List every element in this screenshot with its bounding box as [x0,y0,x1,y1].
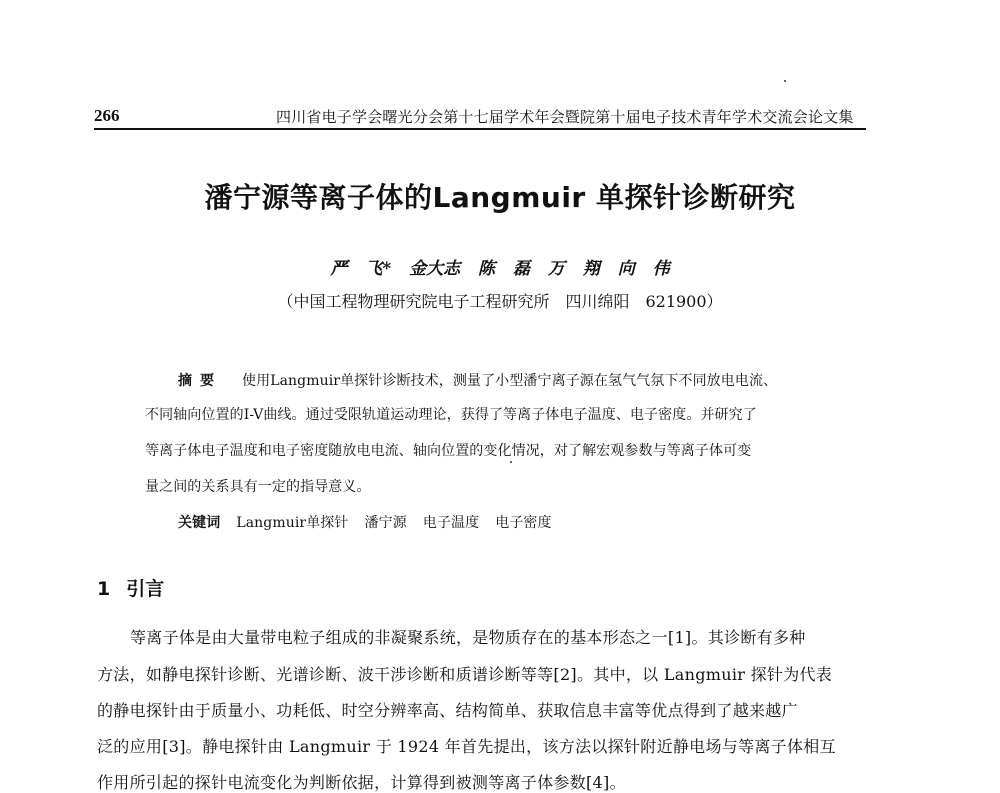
body-line: 泛的应用[3]。静电探针由 Langmuir 于 1924 年首先提出，该方法以探针附近静电场与等离子体相互 [97,737,836,756]
keyword: Langmuir单探针 [236,515,349,531]
paper-title: 潘宁源等离子体的Langmuir 单探针诊断研究 [204,181,796,214]
section-heading [97,574,164,601]
abstract-label: 摘要 [178,373,222,389]
author-list: 严 飞* 金大志 陈 磊 万 翔 向 伟 [330,259,670,279]
scan-speck [784,80,786,82]
body-line: 等离子体是由大量带电粒子组成的非凝聚系统，是物质存在的基本形态之一[1]。其诊断有多种 [130,628,806,647]
body-line: 方法，如静电探针诊断、光谱诊断、波干涉诊断和质谱诊断等等[2]。其中，以 Langmuir 探针为代表 [97,665,833,684]
abstract-line: 不同轴向位置的I-V曲线。通过受限轨道运动理论，获得了等离子体电子温度、电子密度。并研究了 [145,407,757,423]
abstract-line: 量之间的关系具有一定的指导意义。 [145,479,371,495]
keywords-label: 关键词 [178,515,221,531]
section-number: 1 [97,578,111,600]
body-line: 的静电探针由于质量小、功耗低、时空分辨率高、结构简单、获取信息丰富等优点得到了越来越广 [97,701,798,720]
abstract-line: 等离子体电子温度和电子密度随放电电流、轴向位置的变化情况，对了解宏观参数与等离子体可变 [145,443,752,459]
body-line: 作用所引起的探针电流变化为判断依据，计算得到被测等离子体参数[4]。 [97,773,626,792]
keyword: 潘宁源 [364,515,407,531]
section-title: 引言 [126,578,165,600]
running-header: 四川省电子学会曙光分会第十七届学术年会暨院第十届电子技术青年学术交流会论文集 [276,108,854,126]
abstract-text: 使用Langmuir单探针诊断技术，测量了小型潘宁离子源在氢气气氛下不同放电电流、 [242,373,778,389]
scan-speck [510,461,512,463]
header-rule [94,128,866,130]
keywords-line [178,512,568,532]
abstract-line [178,370,777,390]
keyword: 电子温度 [422,515,480,531]
affiliation: （中国工程物理研究院电子工程研究所 四川绵阳 621900） [277,292,723,311]
page-number: 266 [94,106,120,125]
keyword: 电子密度 [495,515,552,531]
